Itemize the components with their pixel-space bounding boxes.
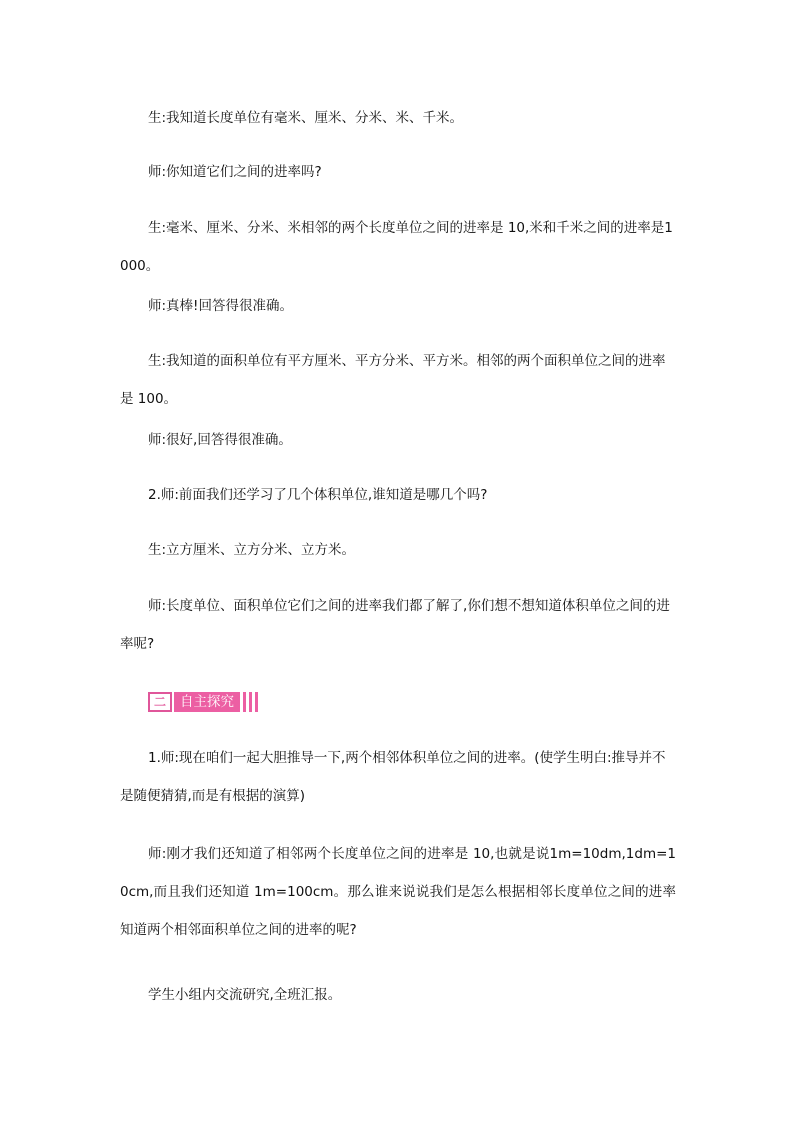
section-number: 二 xyxy=(153,695,166,709)
section-decoration-stripes xyxy=(240,692,258,712)
section-title: 自主探究 xyxy=(174,692,240,712)
paragraph-student-length-units: 生:我知道长度单位有毫米、厘米、分米、米、千米。 xyxy=(148,110,464,126)
section-heading xyxy=(148,689,258,715)
paragraph-teacher-good: 师:很好,回答得很准确。 xyxy=(148,432,292,448)
paragraph-teacher-praise: 师:真棒!回答得很准确。 xyxy=(148,298,293,314)
paragraph-student-volume-units: 生:立方厘米、立方分米、立方米。 xyxy=(148,542,356,558)
paragraph-teacher-volume-rate-intro: 师:长度单位、面积单位它们之间的进率我们都了解了,你们想不想知道体积单位之间的进率呢? xyxy=(120,598,670,652)
paragraph-teacher-volume-question: 2.师:前面我们还学习了几个体积单位,谁知道是哪几个吗? xyxy=(148,487,488,503)
paragraph-teacher-explain: 师:刚才我们还知道了相邻两个长度单位之间的进率是 10,也就是说1m=10dm,1dm=10cm,而且我们还知道 1m=100cm。那么谁来说说我们是怎么根据相邻长度单位之间的进率知道两个相邻面积单位之间的进率的呢? xyxy=(120,846,676,938)
section-number-box xyxy=(148,692,172,712)
paragraph-group-discussion: 学生小组内交流研究,全班汇报。 xyxy=(148,987,342,1003)
paragraph-student-length-rate: 生:毫米、厘米、分米、米相邻的两个长度单位之间的进率是 10,米和千米之间的进率是1000。 xyxy=(120,220,673,274)
paragraph-teacher-derive: 1.师:现在咱们一起大胆推导一下,两个相邻体积单位之间的进率。(使学生明白:推导并不是随便猜猜,而是有根据的演算) xyxy=(120,750,666,804)
paragraph-teacher-ask-rate: 师:你知道它们之间的进率吗? xyxy=(148,164,322,180)
paragraph-student-area-units: 生:我知道的面积单位有平方厘米、平方分米、平方米。相邻的两个面积单位之间的进率是 100。 xyxy=(120,353,666,407)
